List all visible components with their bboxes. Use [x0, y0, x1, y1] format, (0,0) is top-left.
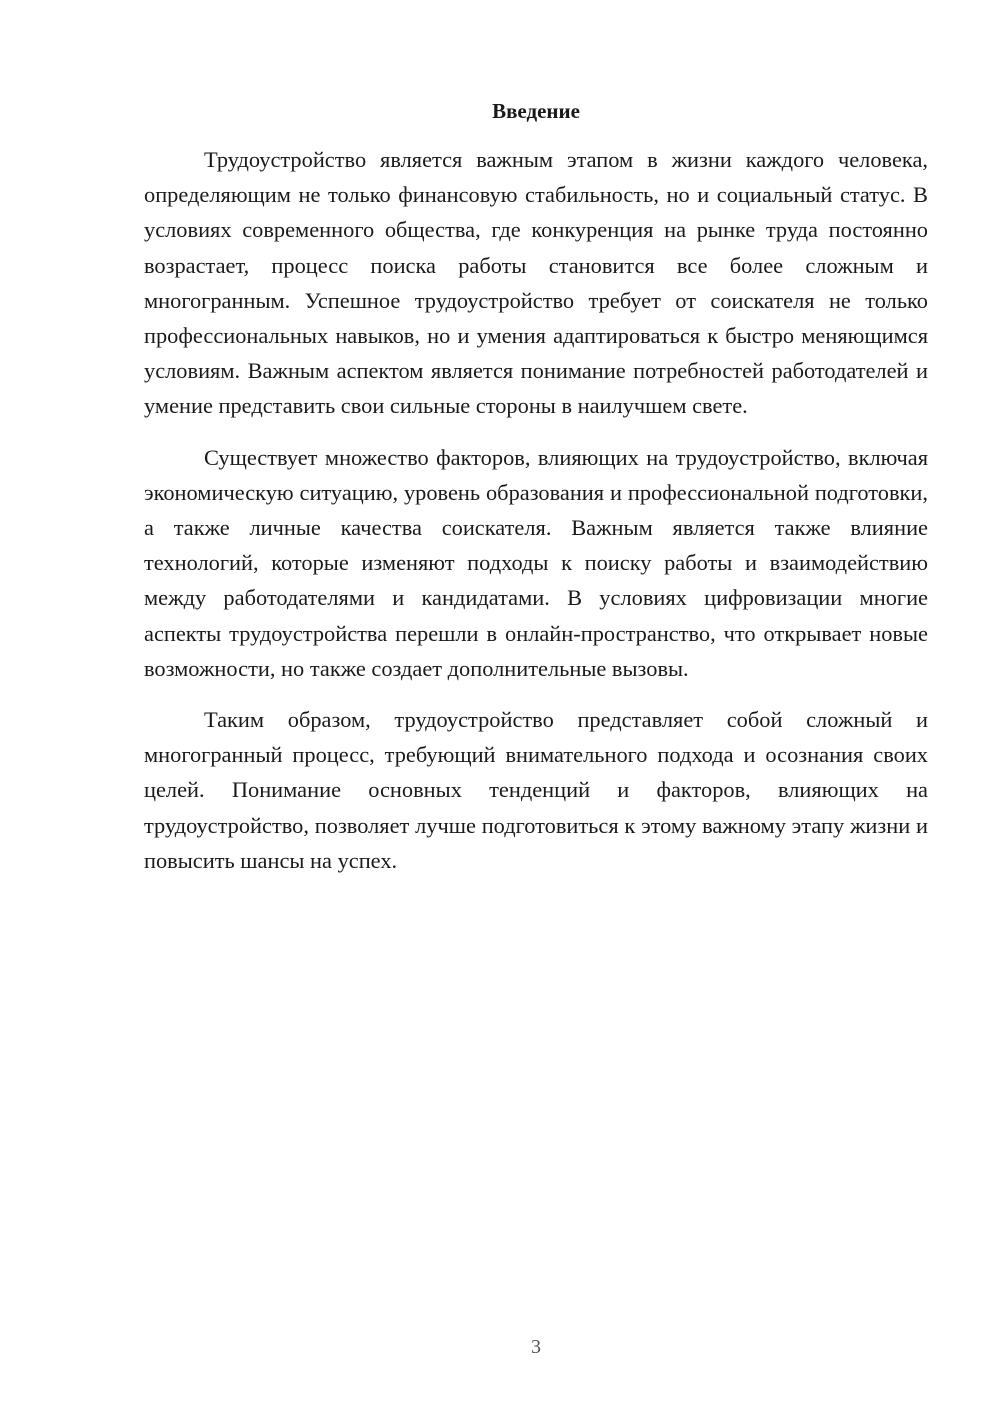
paragraph-2: Существует множество факторов, влияющих на трудоустройство, включая экономическую ситуацию, уровень образования и профессиональной подготовки, а также личные качества соискателя. Важным является также влияние технологий, которые изменяют подходы к поиску работы и взаимодействию между работодателями и кандидатами. В условиях цифровизации многие аспекты трудоустройства перешли в онлайн-пространство, что открывает новые возможности, но также создает дополнительные вызовы. [144, 444, 928, 681]
page-number: 3 [531, 1336, 541, 1358]
body-text [144, 142, 928, 878]
section-heading: Введение [492, 99, 580, 123]
paragraph-1: Трудоустройство является важным этапом в жизни каждого человека, определяющим не только финансовую стабильность, но и социальный статус. В условиях современного общества, где конкуренция на рынке труда постоянно возрастает, процесс поиска работы становится все более сложным и многогранным. Успешное трудоустройство требует от соискателя не только профессиональных навыков, но и умения адаптироваться к быстро меняющимся условиям. Важным аспектом является понимание потребностей работодателей и умение представить свои сильные стороны в наилучшем свете. [144, 147, 928, 419]
paragraph-3: Таким образом, трудоустройство представляет собой сложный и многогранный процесс, требующий внимательного подхода и осознания своих целей. Понимание основных тенденций и факторов, влияющих на трудоустройство, позволяет лучше подготовиться к этому важному этапу жизни и повысить шансы на успех. [144, 707, 928, 873]
